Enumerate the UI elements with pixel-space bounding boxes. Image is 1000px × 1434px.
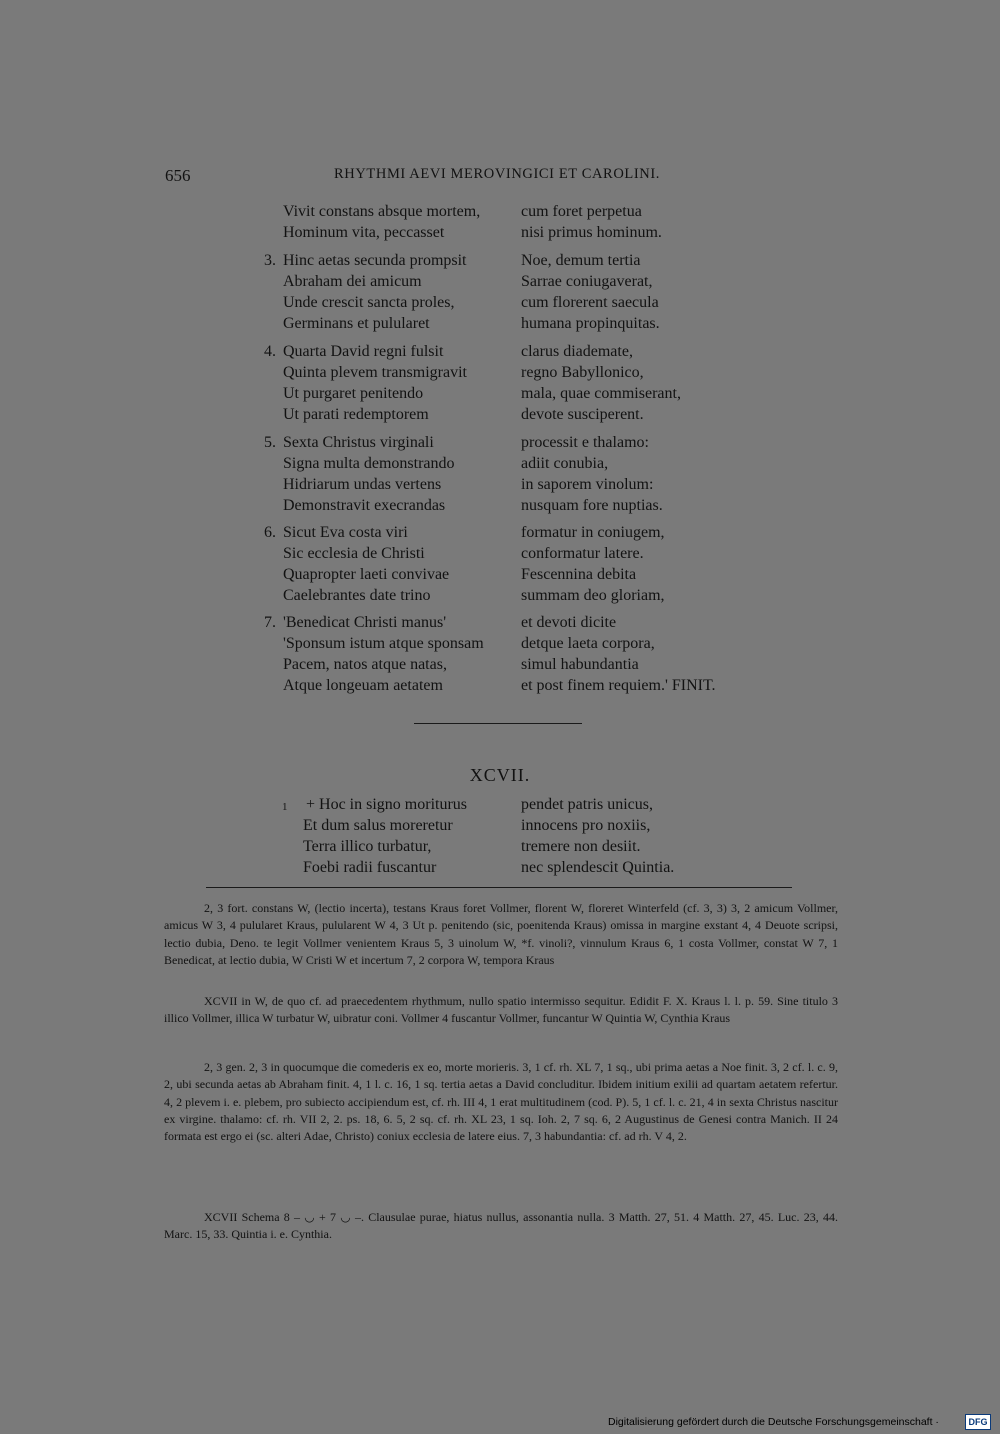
verse-first-half: Quinta plevem transmigravit — [283, 364, 467, 381]
stanza-number: 7. — [264, 614, 276, 631]
page-number: 656 — [165, 166, 191, 185]
verse-first-half: Et dum salus moreretur — [303, 817, 453, 834]
verse-first-half: + Hoc in signo moriturus — [306, 796, 468, 813]
verse-first-half: Signa multa demonstrando — [283, 455, 455, 472]
verse-first-half: Pacem, natos atque natas, — [283, 656, 447, 673]
verse-second-half: summam deo gloriam, — [521, 587, 665, 604]
verse-first-half: 'Sponsum istum atque sponsam — [283, 635, 484, 652]
note-paragraph: XCVII Schema 8 ‒ ◡ + 7 ◡ ‒. Clausulae purae, hiatus nullus, assonantia nulla. 3 Matth. 27, 51. 4 Matth. 27, 45. Luc. 23, 44. Marc. 15, 33. Quintia i. e. Cynthia. — [164, 1210, 838, 1242]
verse-second-half: detque laeta corpora, — [521, 635, 655, 652]
verse-second-half: cum foret perpetua — [521, 203, 642, 220]
verse-first-half: Sexta Christus virginali — [283, 434, 434, 451]
verse-second-half: simul habundantia — [521, 656, 639, 673]
verse-first-half: Hominum vita, peccasset — [283, 224, 445, 241]
verse-first-half: Terra illico turbatur, — [303, 838, 432, 855]
apparatus-sources — [164, 1059, 838, 1145]
verse-second-half: tremere non desiit. — [521, 838, 641, 855]
verse-second-half: et devoti dicite — [521, 614, 617, 631]
stanza-number: 5. — [264, 434, 276, 451]
running-title: RHYTHMI AEVI MEROVINGICI ET CAROLINI. — [334, 166, 661, 182]
note-paragraph: XCVII in W, de quo cf. ad praecedentem rhythmum, nullo spatio intermisso sequitur. Edidit F. X. Kraus l. l. p. 59. Sine titulo 3 illico Vollmer, illica W turbatur W, uibratur coni. Vollmer 4 fuscantur Vollmer, funcantur W Quintia W, Cynthia Kraus — [164, 994, 838, 1026]
apparatus-metrics — [164, 1209, 838, 1244]
verse-first-half: Sic ecclesia de Christi — [283, 545, 425, 562]
verse-first-half: Germinans et pulularet — [283, 315, 430, 332]
verse-first-half: Atque longeuam aetatem — [283, 677, 443, 694]
verse-first-half: Ut purgaret penitendo — [283, 385, 424, 402]
verse-second-half: processit e thalamo: — [521, 434, 649, 451]
funding-credit: Digitalisierung gefördert durch die Deutsche Forschungsgemeinschaft · — [608, 1416, 939, 1428]
verse-second-half: adiit conubia, — [521, 455, 609, 472]
notes-divider — [206, 887, 792, 888]
note-paragraph: 2, 3 fort. constans W, (lectio incerta), testans Kraus foret Vollmer, florent W, floreret Winterfeld (cf. 3, 3) 3, 2 amicum Vollmer, amicus W 3, 4 pulularet Kraus, pulularent W 4, 3 Ut p. penitendo (sic, poenitenda Kraus) omissa in margine exstant 4, 4 Deuote scripsi, lectio dubia, Deno. te legit Vollmer venientem Kraus 5, 3 uinolum W, *f. vinoli?, vinnulum Kraus 6, 1 costa Vollmer, constat W 7, 1 Benedicat, at lectio dubia, W Cristi W et incertum 7, 2 corpora W, tempora Kraus — [164, 901, 838, 967]
verse-second-half: in saporem vinolum: — [521, 476, 654, 493]
verse-second-half: cum florerent saecula — [521, 294, 659, 311]
apparatus-edition — [164, 993, 838, 1028]
verse-first-half: Caelebrantes date trino — [283, 587, 431, 604]
verse-first-half: Vivit constans absque mortem, — [283, 203, 481, 220]
stanza-number: 6. — [264, 524, 276, 541]
apparatus-critical — [164, 900, 838, 969]
note-paragraph: 2, 3 gen. 2, 3 in quocumque die comederis ex eo, morte morieris. 3, 1 cf. rh. XL 7, 1 sq., ubi prima aetas a Noe finit. 3, 2 cf. l. c. 9, 2, ubi secunda aetas ab Abraham finit. 4, 1 l. c. 16, 1 sq. tertia aetas a David concluditur. Ibidem initium exilii ad quartam aetatem refertur. 4, 2 plevem i. e. plebem, pro subiecto accipiendum est, cf. rh. III 4, 1 erat multitudinem (cod. P). 5, 1 cf. l. c. 21, 4 in sexta Christus nascitur ex virgine. thalamo: cf. rh. VII 2, 2. ps. 18, 6. 5, 2 sq. cf. rh. XL 23, 1 sq. Ioh. 2, 7 sq. 6, 2 Augustinus de Genesi contra Manich. II 24 formata est ergo ei (sc. alteri Adae, Christo) coniux ecclesia de latere eius. 7, 3 habundantia: cf. ad rh. V 4, 2. — [164, 1060, 838, 1144]
verse-first-half: Quapropter laeti convivae — [283, 566, 450, 583]
verse-second-half: Sarrae coniugaverat, — [521, 273, 653, 290]
verse-second-half: mala, quae commiserant, — [521, 385, 681, 402]
verse-first-half: Unde crescit sancta proles, — [283, 294, 455, 311]
verse-second-half: Fescennina debita — [521, 566, 637, 583]
verse-second-half: devote susciperent. — [521, 406, 644, 423]
verse-first-half: Quarta David regni fulsit — [283, 343, 444, 360]
dfg-logo: DFG — [965, 1414, 991, 1430]
verse-first-half: Demonstravit execrandas — [283, 497, 446, 514]
verse-first-half: Abraham dei amicum — [283, 273, 422, 290]
verse-second-half: nusquam fore nuptias. — [521, 497, 663, 514]
section-divider — [414, 723, 582, 724]
verse-second-half: clarus diademate, — [521, 343, 633, 360]
verse-second-half: humana propinquitas. — [521, 315, 660, 332]
verse-second-half: et post finem requiem.' FINIT. — [521, 677, 716, 694]
section-title: XCVII. — [469, 765, 531, 785]
verse-second-half: conformatur latere. — [521, 545, 644, 562]
verse-second-half: nisi primus hominum. — [521, 224, 662, 241]
verse-second-half: Noe, demum tertia — [521, 252, 641, 269]
verse-first-half: Hidriarum undas vertens — [283, 476, 442, 493]
verse-first-half: Hinc aetas secunda prompsit — [283, 252, 467, 269]
stanza-number: 3. — [264, 252, 276, 269]
verse-first-half: Ut parati redemptorem — [283, 406, 429, 423]
verse-second-half: pendet patris unicus, — [521, 796, 653, 813]
line-number: 1 — [282, 801, 288, 813]
verse-first-half: Sicut Eva costa viri — [283, 524, 408, 541]
verse-second-half: formatur in coniugem, — [521, 524, 665, 541]
verse-first-half: Foebi radii fuscantur — [303, 859, 437, 876]
verse-second-half: innocens pro noxiis, — [521, 817, 651, 834]
stanza-number: 4. — [264, 343, 276, 360]
verse-second-half: regno Babyllonico, — [521, 364, 644, 381]
verse-second-half: nec splendescit Quintia. — [521, 859, 675, 876]
verse-first-half: 'Benedicat Christi manus' — [283, 614, 447, 631]
